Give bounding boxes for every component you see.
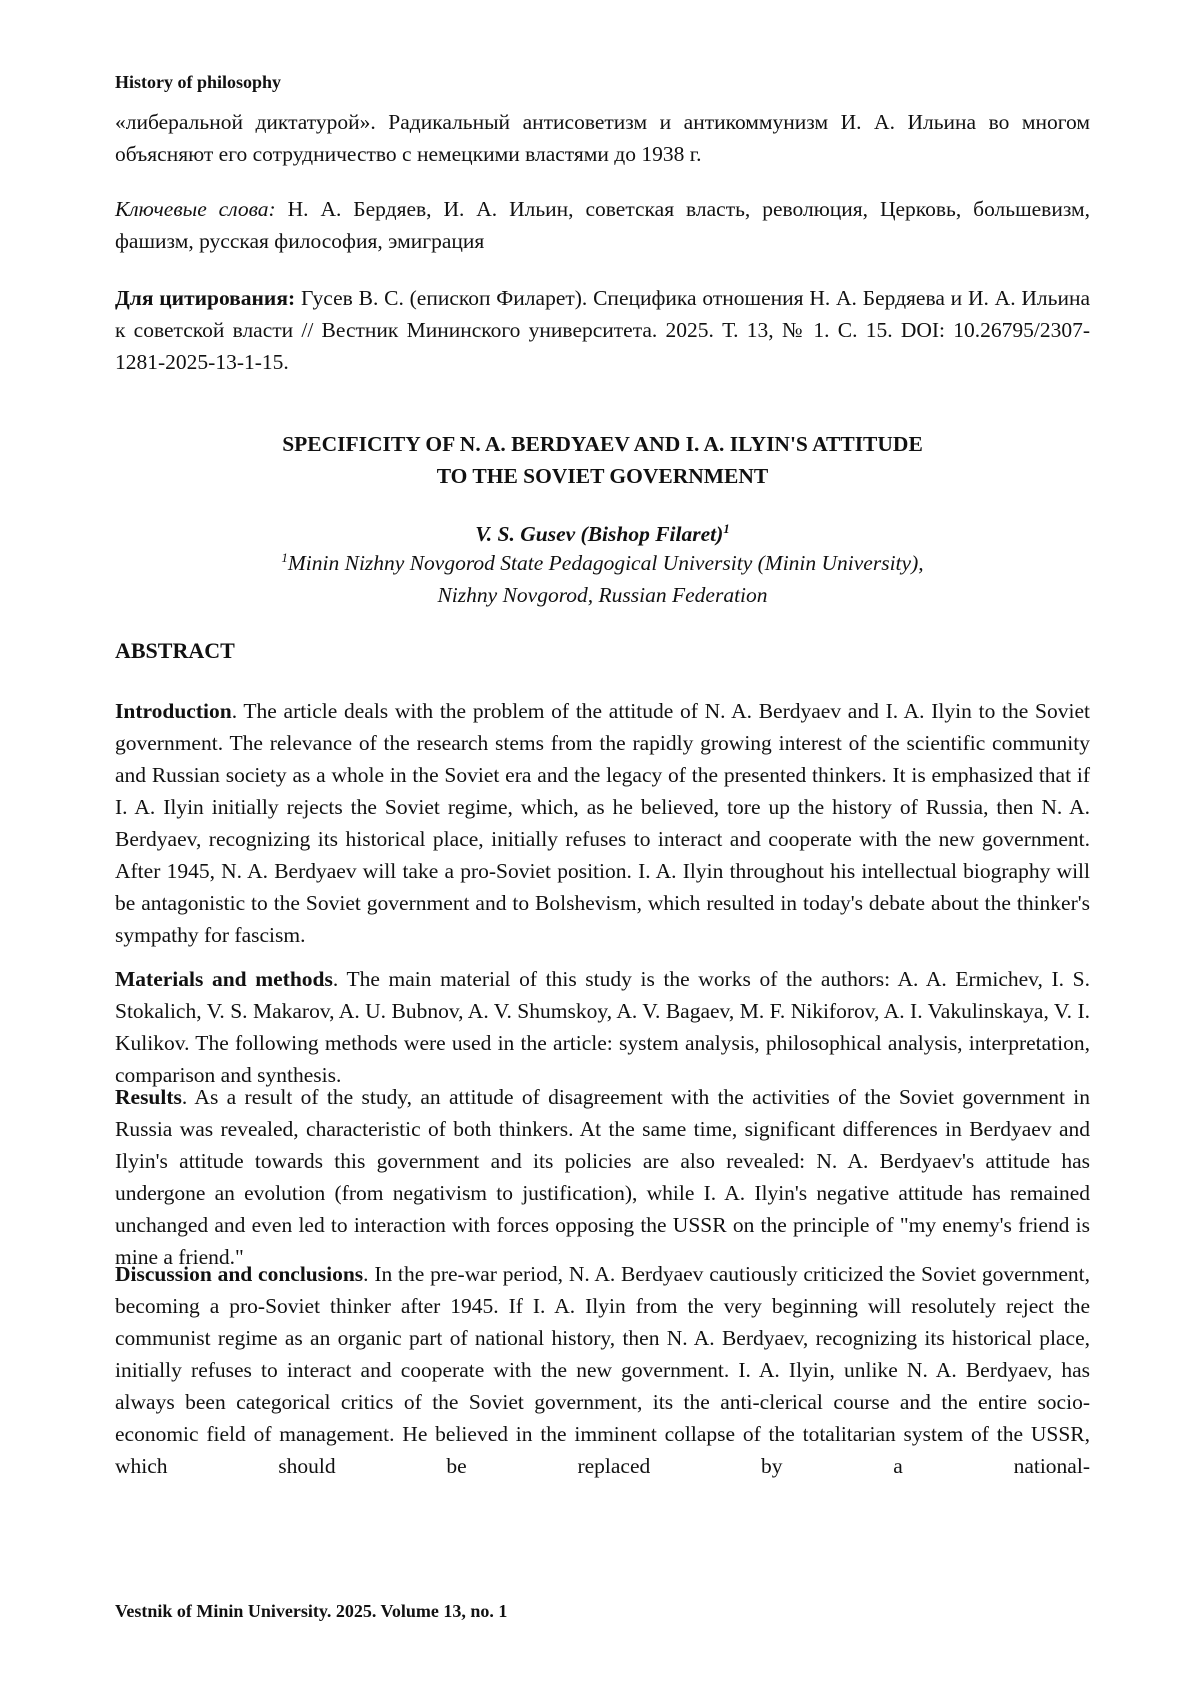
abstract-introduction	[115, 695, 1090, 951]
abstract-discussion	[115, 1258, 1090, 1514]
affiliation-line-1: $^1$Minin Nizhny Novgorod State Pedagogical University (Minin University),	[281, 549, 924, 575]
keywords-label: Ключевые слова:	[115, 197, 276, 221]
affiliation-sup: 1	[281, 549, 288, 565]
citation-label: Для цитирования:	[115, 286, 296, 310]
citation-text: Гусев В. С. (епископ Филарет). Специфика отношения Н. А. Бердяева и И. А. Ильина к советской власти // Вестник Мининского университета. 2025. Т. 13, № 1. С. 15. DOI: 10.26795/2307-1281-2025-13-1-15.	[115, 286, 1091, 374]
materials-text: . The main material of this study is the works of the authors: A. A. Ermichev, I. S. Stokalich, V. S. Makarov, A. U. Bubnov, A. V. Shumskoy, A. V. Bagaev, M. F. Nikiforov, A. I. Vakulinskaya, V. I. Kulikov. The following methods were used in the article: system analysis, philosophical analysis, interpretation, comparison and synthesis.	[115, 967, 1090, 1087]
keywords-ru	[115, 193, 1090, 257]
results-label: Results	[115, 1085, 182, 1109]
keywords-text: Н. А. Бердяев, И. А. Ильин, советская власть, революция, Церковь, большевизм, фашизм, русская философия, эмиграция	[115, 197, 1090, 253]
results-text: . As a result of the study, an attitude of disagreement with the activities of the Soviet government in Russia was revealed, characteristic of both thinkers. At the same time, significant differences in Berdyaev and Ilyin's attitude towards this government and its policies are also revealed: N. A. Berdyaev's attitude has undergone an evolution (from negativism to justification), while I. A. Ilyin's negative attitude has remained unchanged and even led to interaction with forces opposing the USSR on the principle of "my enemy's friend is mine a friend."	[115, 1085, 1090, 1269]
author-sup: 1	[723, 520, 730, 536]
materials-label: Materials and methods	[115, 967, 333, 991]
discussion-label: Discussion and conclusions	[115, 1262, 364, 1286]
author-name: V. S. Gusev (Bishop Filaret)	[475, 522, 724, 546]
abstract-materials	[115, 963, 1090, 1091]
abstract-heading: ABSTRACT	[115, 638, 235, 663]
abstract-ru-tail: «либеральной диктатурой». Радикальный антисоветизм и антикоммунизм И. А. Ильина во многом объясняют его сотрудничество с немецкими властями до 1938 г.	[115, 110, 1090, 166]
title-line-2: TO THE SOVIET GOVERNMENT	[436, 464, 769, 488]
affiliation-line-2: Nizhny Novgorod, Russian Federation	[437, 583, 768, 607]
article-title-en	[115, 428, 1090, 492]
title-line-1: SPECIFICITY OF N. A. BERDYAEV AND I. A. ILYIN'S ATTITUDE	[282, 432, 923, 456]
running-footer: Vestnik of Minin University. 2025. Volume 13, no. 1	[115, 1601, 508, 1621]
introduction-text: . The article deals with the problem of the attitude of N. A. Berdyaev and I. A. Ilyin to the Soviet government. The relevance of the research stems from the rapidly growing interest of the scientific community and Russian society as a whole in the Soviet era and the legacy of the presented thinkers. It is emphasized that if I. A. Ilyin initially rejects the Soviet regime, which, as he believed, tore up the history of Russia, then N. A. Berdyaev, recognizing its historical place, initially refuses to interact and cooperate with the new government. After 1945, N. A. Berdyaev will take a pro-Soviet position. I. A. Ilyin throughout his intellectual biography will be antagonistic to the Soviet government and to Bolshevism, which resulted in today's debate about the thinker's sympathy for fascism.	[115, 699, 1090, 947]
discussion-text: . In the pre-war period, N. A. Berdyaev cautiously criticized the Soviet government, becoming a pro-Soviet thinker after 1945. If I. A. Ilyin from the very beginning will resolutely reject the communist regime as an organic part of national history, then N. A. Berdyaev, recognizing its historical place, initially refuses to interact and cooperate with the new government. I. A. Ilyin, unlike N. A. Berdyaev, has always been categorical critics of the Soviet government, its the anti-clerical course and the entire socio-economic field of management. He believed in the imminent collapse of the totalitarian system of the USSR, which should be replaced by a national-	[115, 1262, 1090, 1478]
abstract-results	[115, 1081, 1090, 1273]
running-header: History of philosophy	[115, 72, 282, 92]
affiliation-en	[115, 547, 1090, 611]
citation-ru	[115, 282, 1090, 378]
author-en	[115, 518, 1090, 550]
introduction-label: Introduction	[115, 699, 232, 723]
